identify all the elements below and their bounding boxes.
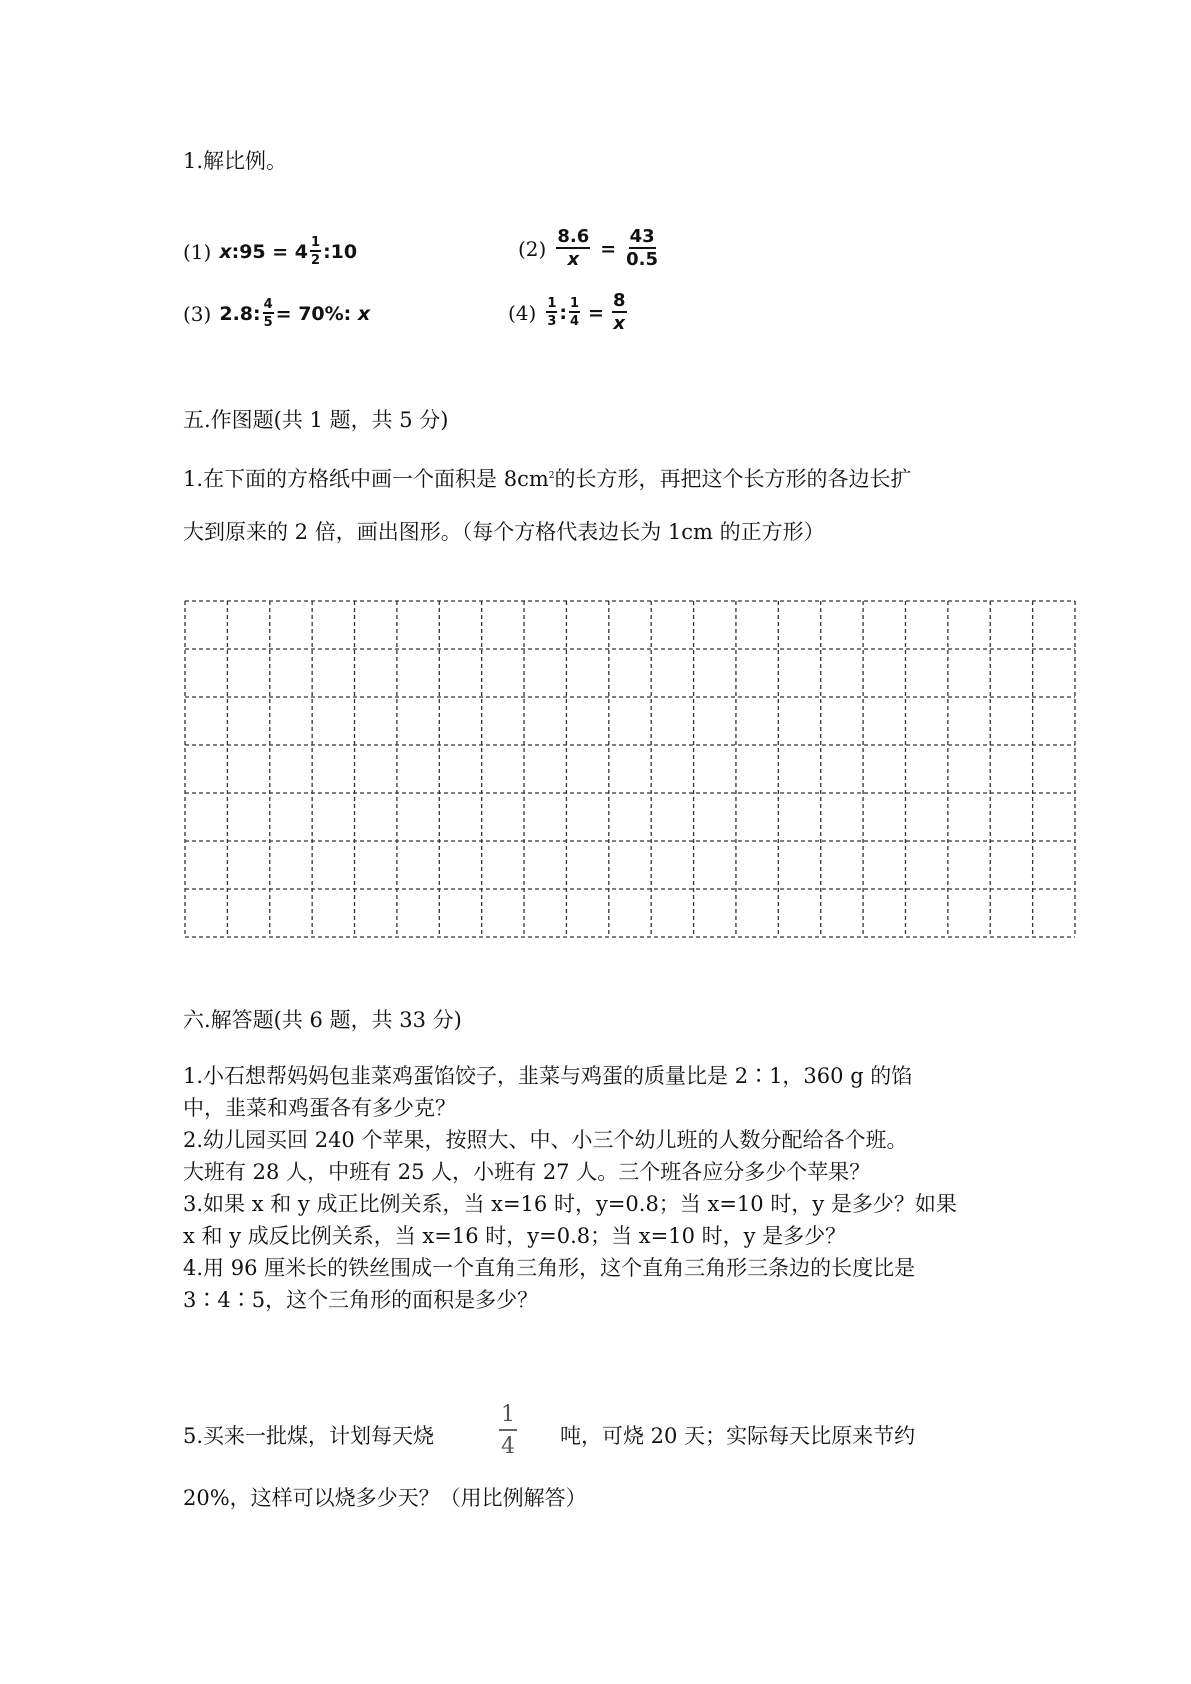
question-text: 5.买来一批煤，计划每天烧 (183, 1424, 435, 1448)
section-heading: 六.解答题(共 6 题，共 33 分) (183, 1008, 462, 1032)
question-text: 大班有 28 人，中班有 25 人，小班有 27 人。三个班各应分多少个苹果？ (183, 1160, 871, 1184)
question-text: 中，韭菜和鸡蛋各有多少克？ (183, 1096, 456, 1120)
question-text: 2.幼儿园买回 240 个苹果，按照大、中、小三个幼儿班的人数分配给各个班。 (183, 1128, 908, 1152)
question-text-part: 的长方形，再把这个长方形的各边长扩 (554, 467, 912, 491)
equation-3: (3) 2.8: $\frac{4}{5}$ = 70%: x (183, 297, 371, 330)
question-text (183, 462, 911, 493)
question-text: 吨，可烧 20 天；实际每天比原来节约 (560, 1424, 916, 1448)
equation-2: (2) $\frac{8.6}{x}$ = $\frac{43}{0.5}$ (518, 226, 659, 270)
question-title: 1.解比例。 (183, 149, 288, 173)
equation-label: (1) (183, 239, 212, 264)
question-text: 3.如果 x 和 y 成正比例关系，当 x=16 时，y=0.8；当 x=10 时，y 是多少？如果 (183, 1192, 957, 1216)
question-text: 20%，这样可以烧多少天？（用比例解答） (183, 1486, 587, 1510)
question-text: 4.用 96 厘米长的铁丝围成一个直角三角形，这个直角三角形三条边的长度比是 (183, 1256, 916, 1280)
fraction (499, 1402, 517, 1459)
equation-4: (4) $\frac{1}{3}$ : $\frac{1}{4}$ = $\frac{8}{x}$ (508, 290, 626, 334)
question-text-part: 1.在下面的方格纸中画一个面积是 8cm (183, 467, 549, 491)
fraction-denominator: 4 (501, 1434, 515, 1459)
equation-label: (4) (508, 300, 537, 325)
question-text: 大到原来的 2 倍，画出图形。（每个方格代表边长为 1cm 的正方形） (183, 520, 825, 544)
fraction-numerator: 1 (499, 1402, 517, 1431)
question-text: 3∶4∶5，这个三角形的面积是多少？ (183, 1288, 539, 1312)
equation-1: (1) x:95 = 4 $\frac{1}{2}$ :10 (183, 235, 358, 268)
equation-label: (2) (518, 236, 547, 261)
section-heading: 五.作图题(共 1 题，共 5 分) (183, 408, 449, 432)
grid-paper (184, 600, 1076, 938)
equation-label: (3) (183, 301, 212, 326)
question-text: x 和 y 成反比例关系，当 x=16 时，y=0.8；当 x=10 时，y 是多少？ (183, 1224, 847, 1248)
question-text: 1.小石想帮妈妈包韭菜鸡蛋馅饺子，韭菜与鸡蛋的质量比是 2∶1，360 g 的馅 (183, 1064, 913, 1088)
superscript: 2 (548, 471, 555, 481)
